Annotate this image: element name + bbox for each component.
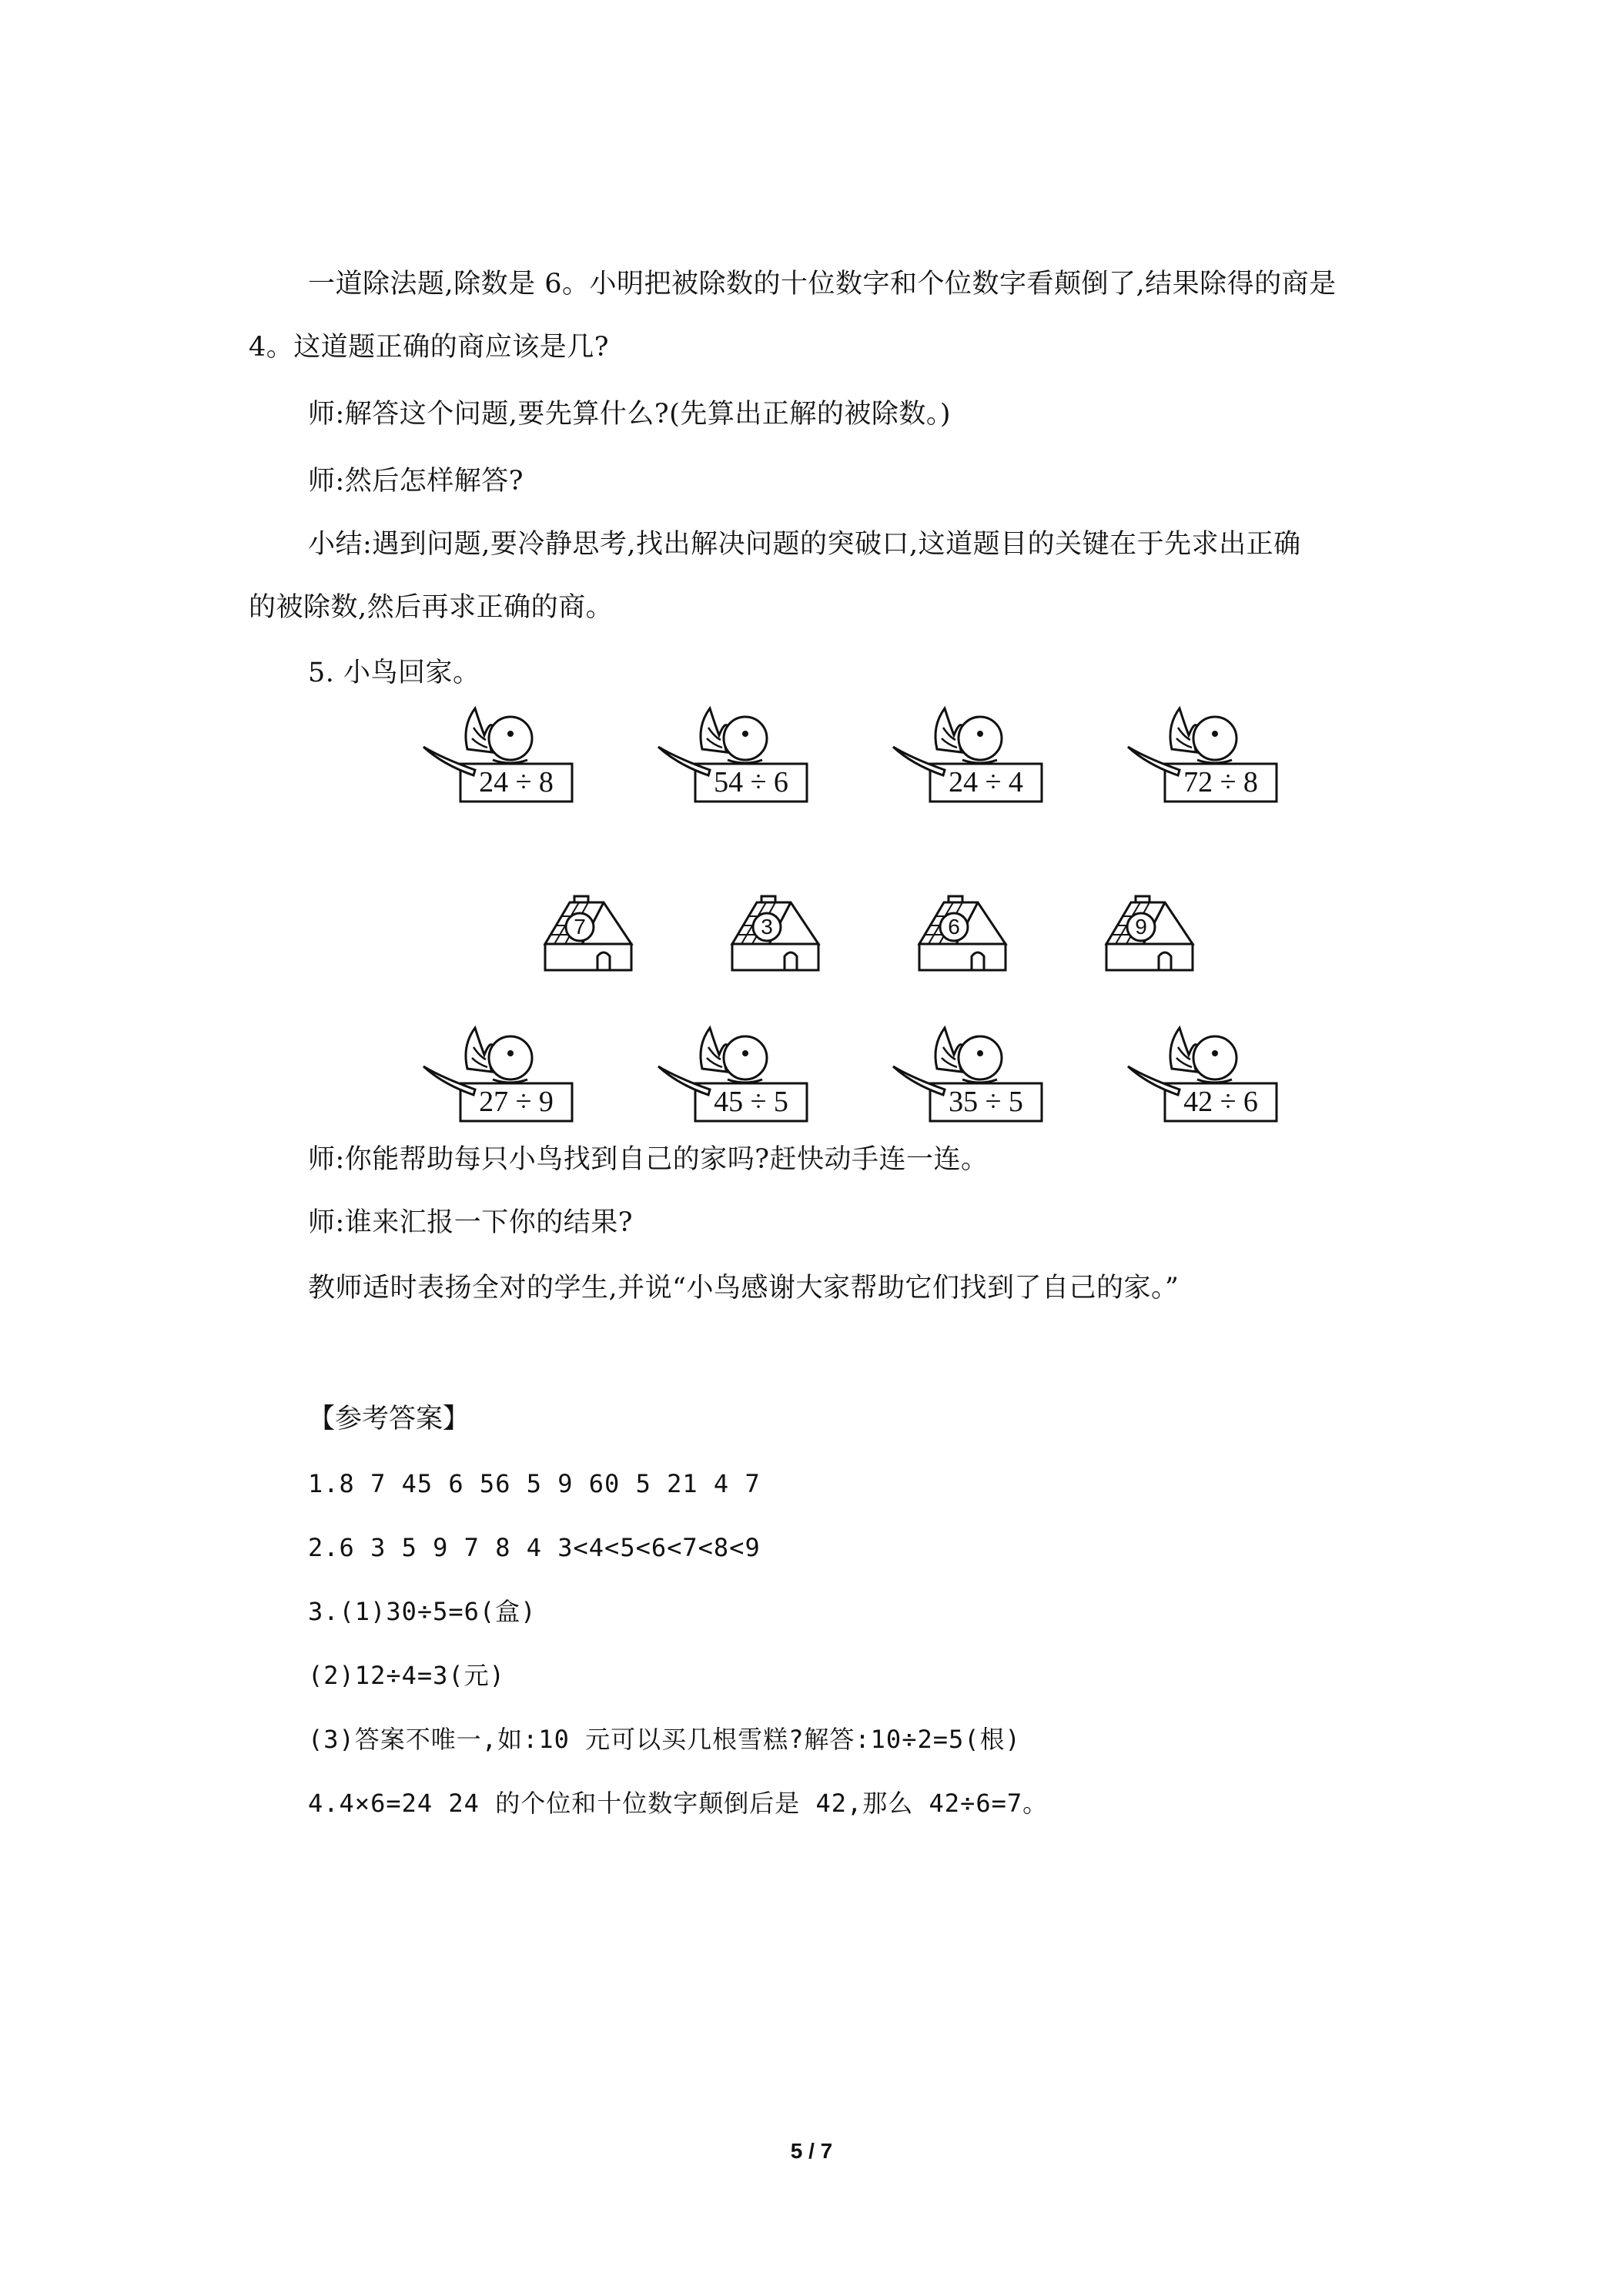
- bird-card[interactable]: [654, 1024, 808, 1124]
- house-card[interactable]: [1100, 893, 1196, 974]
- problem-text-line-2: 4。这道题正确的商应该是几?: [249, 332, 610, 363]
- teacher-question-3: 师:谁来汇报一下你的结果?: [308, 1207, 634, 1238]
- teacher-praise: 教师适时表扬全对的学生,并说“小鸟感谢大家帮助它们找到了自己的家。”: [308, 1273, 1180, 1304]
- answer-4: 4.4×6=24 24 的个位和十位数字颠倒后是 42,那么 42÷6=7。: [308, 1789, 1049, 1818]
- bird-equation: 45 ÷ 5: [714, 1086, 788, 1118]
- bird-equation: 42 ÷ 6: [1183, 1086, 1258, 1118]
- bird-card[interactable]: [1124, 705, 1278, 805]
- answers-heading: 【参考答案】: [308, 1404, 470, 1434]
- bird-card[interactable]: [889, 1024, 1043, 1124]
- bird-equation: 35 ÷ 5: [949, 1086, 1023, 1118]
- house-card[interactable]: [913, 893, 1009, 974]
- bird-equation: 72 ÷ 8: [1183, 766, 1258, 798]
- house-card[interactable]: [539, 893, 635, 974]
- bird-card[interactable]: [420, 705, 574, 805]
- house-card[interactable]: [726, 893, 822, 974]
- page-number: 5 / 7: [790, 2139, 833, 2163]
- bird-card[interactable]: [889, 705, 1043, 805]
- teacher-question-2: 师:然后怎样解答?: [308, 466, 524, 497]
- bird-equation: 54 ÷ 6: [714, 766, 788, 798]
- bird-equation: 24 ÷ 8: [479, 766, 554, 798]
- bird-card[interactable]: [420, 1024, 574, 1124]
- bird-equation: 27 ÷ 9: [479, 1086, 554, 1118]
- answer-3-3: (3)答案不唯一,如:10 元可以买几根雪糕?解答:10÷2=5(根): [308, 1725, 1021, 1754]
- problem-text-line-1: 一道除法题,除数是 6。小明把被除数的十位数字和个位数字看颠倒了,结果除得的商是: [308, 269, 1337, 300]
- answer-3-1: 3.(1)30÷5=6(盒): [308, 1597, 537, 1626]
- teacher-question-1: 师:解答这个问题,要先算什么?(先算出正解的被除数。): [308, 399, 951, 430]
- house-number: 7: [574, 915, 586, 939]
- answer-1: 1.8 7 45 6 56 5 9 60 5 21 4 7: [308, 1469, 761, 1498]
- teacher-instruction: 师:你能帮助每只小鸟找到自己的家吗?赶快动手连一连。: [308, 1144, 989, 1175]
- bird-equation: 24 ÷ 4: [949, 766, 1023, 798]
- house-number: 3: [761, 915, 773, 939]
- summary-line-1: 小结:遇到问题,要冷静思考,找出解决问题的突破口,这道题目的关键在于先求出正确: [308, 529, 1301, 560]
- house-number: 9: [1135, 915, 1147, 939]
- answer-2: 2.6 3 5 9 7 8 4 3<4<5<6<7<8<9: [308, 1533, 761, 1562]
- section-5-heading: 5. 小鸟回家。: [308, 658, 480, 688]
- bird-card[interactable]: [1124, 1024, 1278, 1124]
- bird-card[interactable]: [654, 705, 808, 805]
- summary-line-2: 的被除数,然后再求正确的商。: [249, 592, 614, 623]
- answer-3-2: (2)12÷4=3(元): [308, 1661, 505, 1690]
- house-number: 6: [948, 915, 960, 939]
